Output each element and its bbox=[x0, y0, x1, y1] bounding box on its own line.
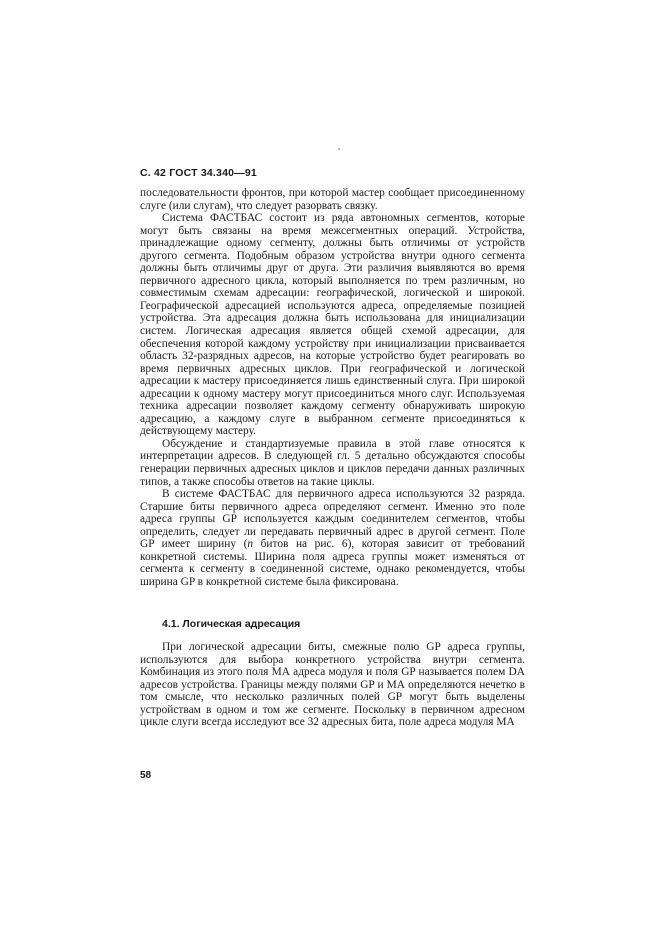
paragraph-5: При логической адресации биты, смежные полю GP адреса группы, используются для выбора конкретного устройства внутри сегмента. Комбинация из этого поля МА адреса модуля и поля GP называется полем DA адресов устройства. Границы между полями GP и МА определяются нечетко в том смысле, что несколько различных полей GP могут быть выделены устройствам в одном и том же сегменте. Поскольку в первичном адресном цикле слуги всегда исследуют все 32 адресных бита, поле адреса модуля МА bbox=[140, 641, 525, 729]
page-number: 58 bbox=[140, 770, 152, 781]
paragraph-4-part-a: В системе ФАСТБАС для первичного адреса используются 32 разряда. Старшие биты первичного адреса определяют сегмент. Именно это поле адреса группы GP используется каждым соединителем сегментов, чтобы определить, следует ли передавать первичный адрес в другой сегмент. Поле GP имеет ширину ( bbox=[140, 488, 525, 551]
paragraph-4-part-b: битов на рис. 6), которая зависит от требований конкретной системы. Ширина поля адреса группы может изменяться от сегмента к сегменту в соединенной системе, однако рекомендуется, чтобы ширина GP в конкретной системе была фиксирована. bbox=[140, 538, 525, 588]
paragraph-2: Система ФАСТБАС состоит из ряда автономных сегментов, которые могут быть связаны на время межсегментных операций. Устройства, принадлежащие одному сегменту, должны быть отличимы от устройств другого сегмента. Подобным образом устройства внутри одного сегмента должны быть отличимы друг от друга. Эти различия выявляются во время первичного адресного цикла, который выполняется по трем различным, но совместимым схемам адресации: географической, логической и широкой. Географической адресацией используются адреса, определяемые позицией устройства. Эта адресация должна быть использована для инициализации систем. Логическая адресация является общей схемой адресации, для обеспечения которой каждому устройству при инициализации присваивается область 32-разрядных адресов, на которые устройство будет реагировать во время первичных адресных циклов. При географической и логической адресации к мастеру присоединяется лишь единственный слуга. При широкой адресации к одному мастеру могут присоединиться много слуг. Используемая техника адресации позволяет каждому сегменту обнаруживать широкую адресацию, а каждому слуге в выбранном сегменте присоединяться к действующему мастеру. bbox=[140, 212, 525, 438]
main-text bbox=[140, 187, 525, 589]
scan-speck bbox=[338, 148, 340, 150]
running-header: С. 42 ГОСТ 34.340—91 bbox=[140, 167, 257, 179]
section-heading: 4.1. Логическая адресация bbox=[162, 618, 301, 630]
paragraph-3: Обсуждение и стандартизуемые правила в этой главе относятся к интерпретации адресов. В следующей гл. 5 детально обсуждаются способы генерации первичных адресных циклов и циклов передачи данных различных типов, а также способы ответов на такие циклы. bbox=[140, 437, 525, 488]
section-text bbox=[140, 641, 525, 729]
variable-n: n bbox=[247, 538, 254, 551]
paragraph-4 bbox=[140, 488, 525, 588]
paragraph-1: последовательности фронтов, при которой мастер сообщает присоединенному слуге (или слугам), что следует разорвать связку. bbox=[140, 187, 525, 212]
